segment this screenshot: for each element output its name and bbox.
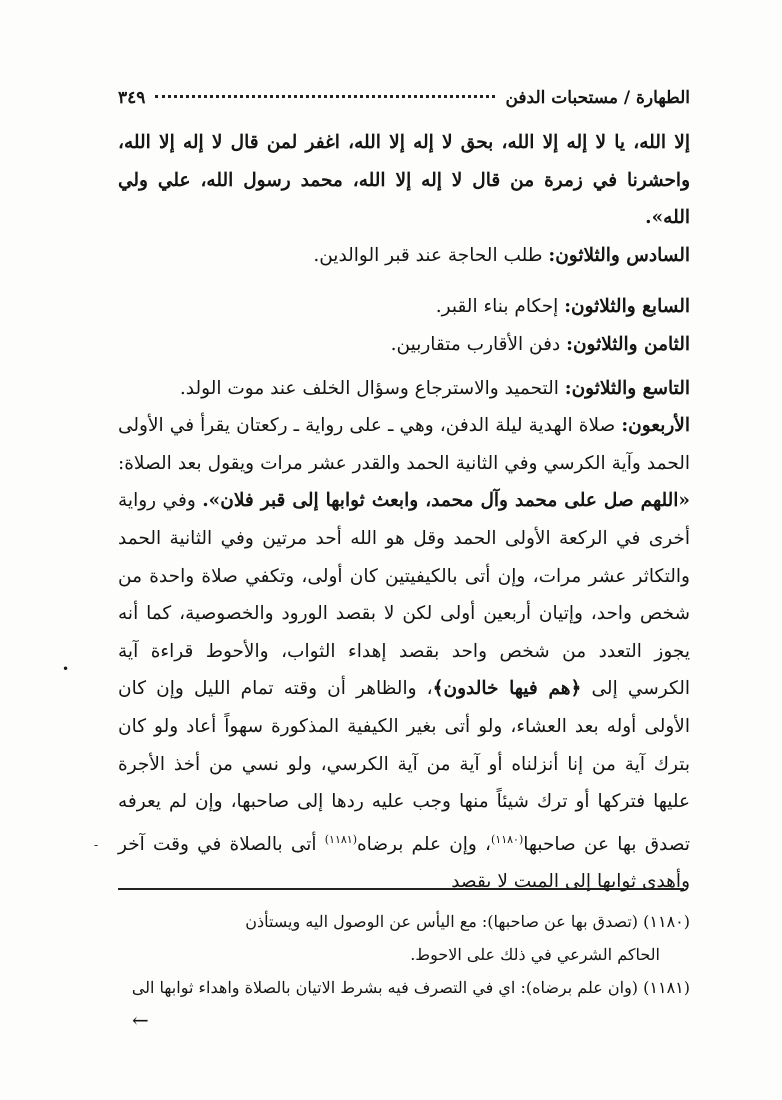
footnote-number: (١١٨٠) bbox=[643, 912, 690, 931]
paragraph-37 bbox=[118, 288, 690, 326]
item-text-37: إحكام بناء القبر. bbox=[435, 296, 565, 318]
paragraph-39 bbox=[118, 370, 690, 408]
page-number: ٣٤٩ bbox=[118, 88, 146, 108]
quran-ayah: ﴿هم فيها خالدون﴾ bbox=[432, 678, 582, 700]
footnote-number: (١١٨١) bbox=[643, 978, 690, 997]
item-text-38: دفن الأقارب متقاربين. bbox=[390, 333, 567, 355]
paragraph-36 bbox=[118, 237, 690, 275]
item-label-36: السادس والثلاثون: bbox=[548, 244, 690, 266]
footnote-ref-1180[interactable]: (١١٨٠) bbox=[491, 832, 524, 846]
footnote-1181 bbox=[118, 971, 690, 1004]
prayer-quote: «اللهم صل على محمد وآل محمد، وابعث ثوابها إلى قبر فلان». bbox=[202, 490, 690, 512]
header-title: الطهارة / مستحبات الدفن bbox=[505, 88, 690, 108]
item-text-40e: أتى بالصلاة في وقت آخر وأهدى ثوابها إلى الميت لا بقصد bbox=[118, 833, 690, 893]
paragraph-38 bbox=[118, 326, 690, 364]
margin-dot: • bbox=[62, 662, 70, 676]
main-text bbox=[118, 124, 690, 901]
item-text-40d: ، وإن علم برضاه bbox=[356, 833, 491, 855]
item-label-37: السابع والثلاثون: bbox=[564, 296, 690, 318]
item-text-40c: ، والظاهر أن وقته تمام الليل وإن كان الأولى أوله بعد العشاء، ولو أتى بغير الكيفية المذكورة سهواً أعاد ولو كان بترك آية من إنا أنزلناه أو آية من آية الكرسي، ولو نسي من أخذ الأجرة عليها فتركها أو ترك شيئاً منها وجب عليه ردها إلى صاحبها، وإن لم يعرفه تصدق بها عن صاحبها bbox=[118, 678, 690, 855]
item-text-39: التحميد والاسترجاع وسؤال الخلف عند موت الولد. bbox=[179, 377, 565, 399]
footnote-ref-1181[interactable]: (١١٨١) bbox=[324, 832, 357, 846]
footnotes bbox=[118, 905, 690, 1004]
running-header bbox=[118, 88, 690, 108]
leader-dots bbox=[155, 95, 495, 98]
footnote-text: (وان علم برضاه): اي في التصرف فيه بشرط الاتيان بالصلاة واهداء ثوابها الى bbox=[131, 978, 644, 997]
footnote-1180 bbox=[118, 905, 690, 938]
item-text-40a: صلاة الهدية ليلة الدفن، وهي ـ على رواية ـ ركعتان يقرأ في الأولى الحمد وآية الكرسي وفي الثانية الحمد والقدر عشر مرات ويقول بعد الصلاة: bbox=[118, 415, 690, 474]
item-text-36: طلب الحاجة عند قبر الوالدين. bbox=[313, 244, 549, 266]
item-label-40: الأربعون: bbox=[621, 415, 690, 437]
footnote-text: (تصدق بها عن صاحبها): مع اليأس عن الوصول اليه ويستأذن bbox=[245, 912, 644, 931]
spacer bbox=[118, 274, 690, 288]
item-label-39: التاسع والثلاثون: bbox=[564, 377, 690, 399]
item-text-40b: وفي رواية أخرى في الركعة الأولى الحمد وقل هو الله أحد مرتين وفي الثانية الحمد والتكاثر عشر مرات، وإن أتى بالكيفيتين كان أولى، وتكفي صلاة واحدة من شخص واحد، وإتيان أربعين أولى لكن لا بقصد الورود والخصوصية، كما أنه يجوز التعدد من شخص واحد بقصد إهداء الثواب، والأحوط قراءة آية الكرسي إلى bbox=[118, 490, 690, 700]
item-label-38: الثامن والثلاثون: bbox=[566, 333, 690, 355]
margin-dash: - bbox=[94, 838, 99, 852]
continued-arrow-icon: ← bbox=[132, 1008, 149, 1032]
footnote-1180-continuation: الحاكم الشرعي في ذلك على الاحوط. bbox=[410, 945, 660, 964]
paragraph-supplication: إلا الله، يا لا إله إلا الله، بحق لا إله إلا الله، اغفر لمن قال لا إله إلا الله، واحشرنا في زمرة من قال لا إله إلا الله، محمد رسول الله، علي ولي الله». bbox=[118, 132, 690, 229]
paragraph-40 bbox=[118, 407, 690, 901]
footnote-separator bbox=[118, 888, 684, 890]
